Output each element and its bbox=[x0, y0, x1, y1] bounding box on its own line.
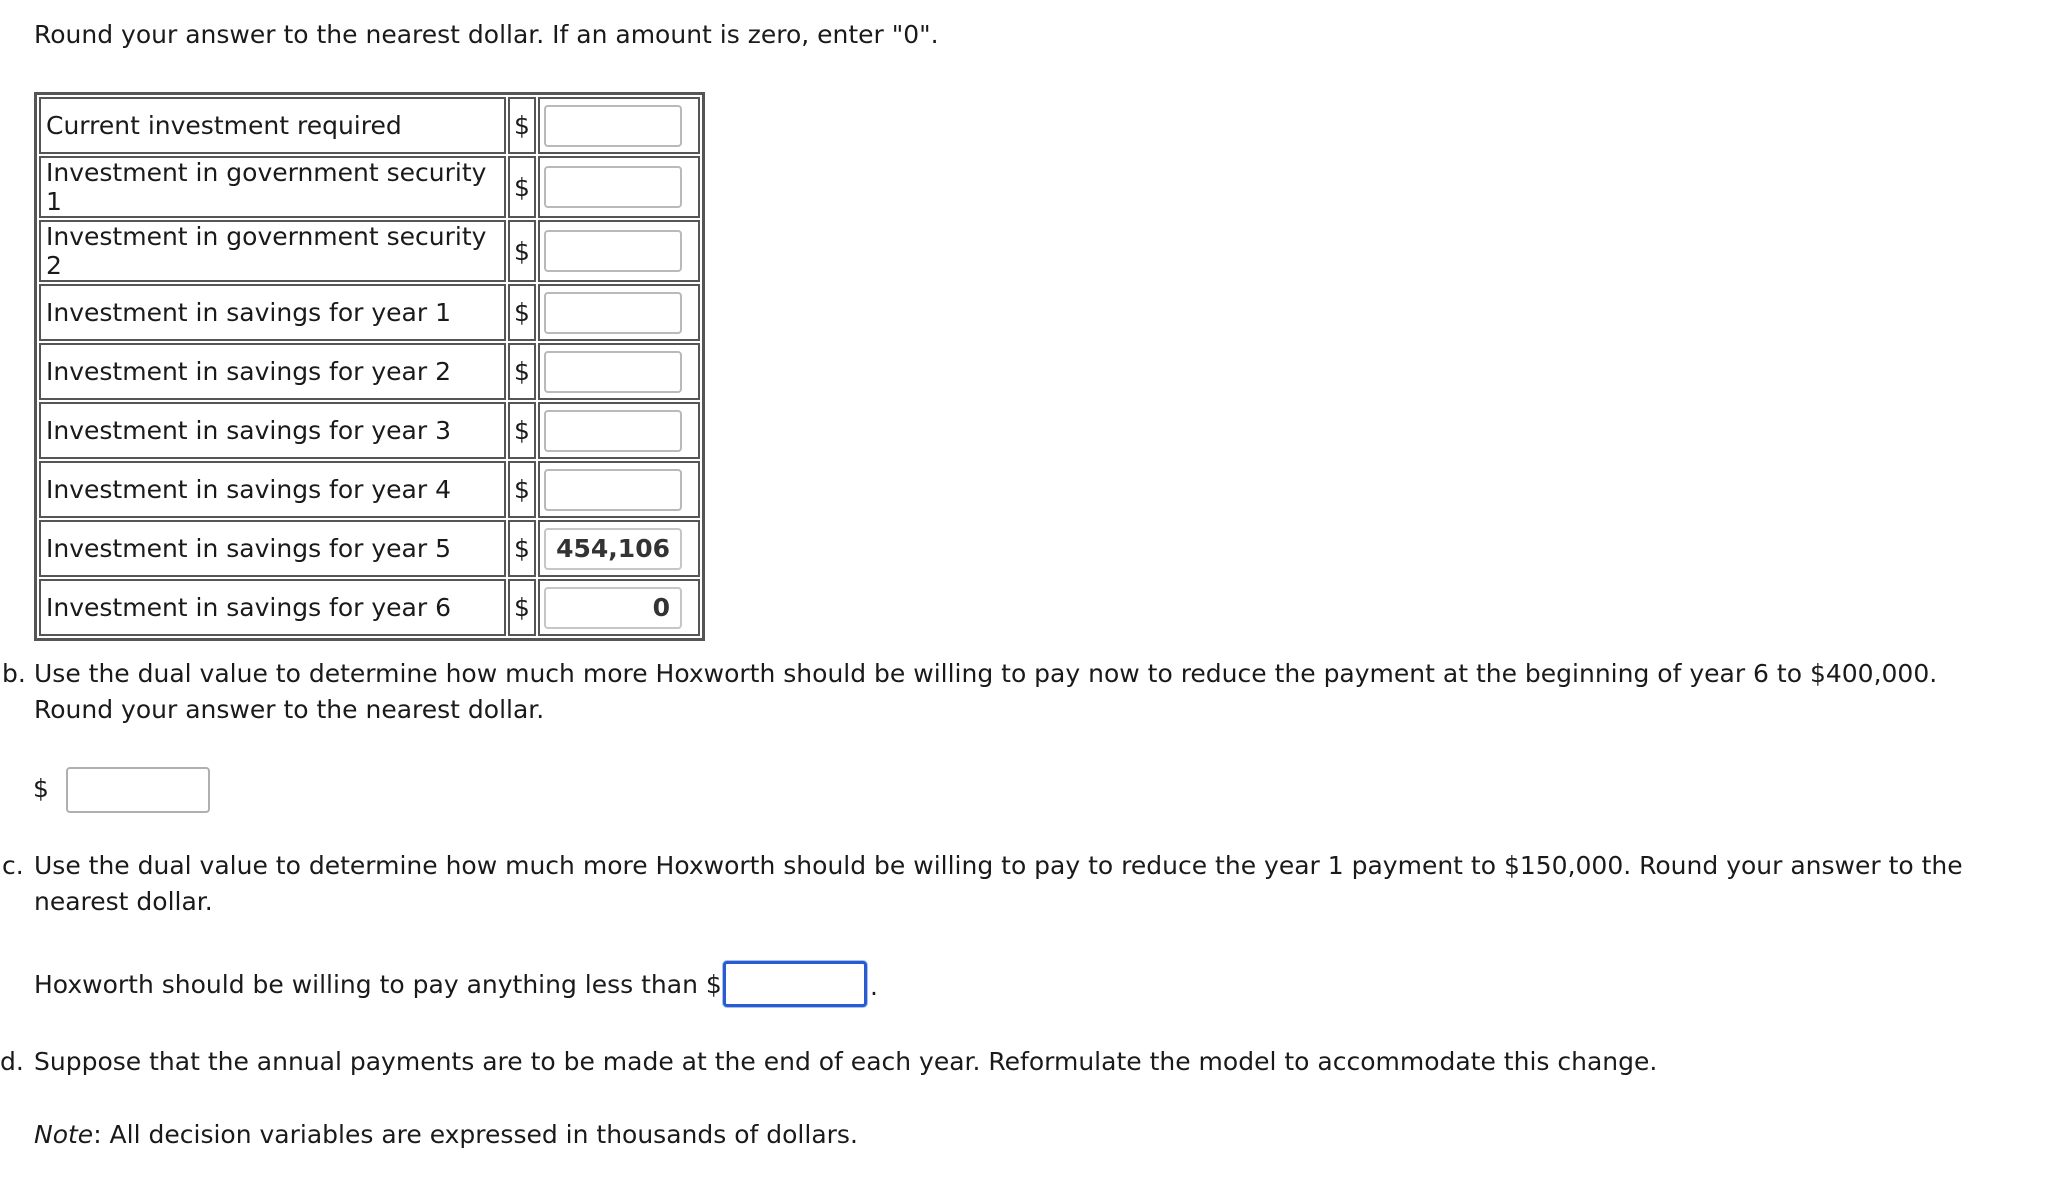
input-cell bbox=[538, 520, 700, 577]
investment-row bbox=[39, 461, 700, 518]
row-label: Investment in savings for year 1 bbox=[39, 284, 506, 341]
investment-row bbox=[39, 284, 700, 341]
row-label: Investment in government security 1 bbox=[39, 156, 506, 218]
note-label: Note bbox=[34, 1120, 94, 1149]
input-cell bbox=[538, 220, 700, 282]
amount-input[interactable] bbox=[544, 292, 682, 334]
part-c-answer-input[interactable] bbox=[723, 961, 867, 1007]
dollar-sign: $ bbox=[508, 284, 536, 341]
row-label: Investment in savings for year 3 bbox=[39, 402, 506, 459]
part-c-answer-prefix: Hoxworth should be willing to pay anything less than $ bbox=[34, 970, 722, 999]
dollar-sign: $ bbox=[508, 220, 536, 282]
input-cell bbox=[538, 402, 700, 459]
part-c-marker: c. bbox=[2, 851, 24, 880]
part-b-question bbox=[2, 656, 2024, 728]
row-label: Current investment required bbox=[39, 97, 506, 154]
instruction-text: Round your answer to the nearest dollar. If an amount is zero, enter "0". bbox=[34, 20, 939, 49]
input-cell bbox=[538, 97, 700, 154]
part-c-question bbox=[2, 848, 2024, 920]
dollar-sign: $ bbox=[508, 579, 536, 636]
part-c-text: Use the dual value to determine how much more Hoxworth should be willing to pay to reduce the year 1 payment to $150,000. Round your answer to the nearest dollar. bbox=[34, 851, 1963, 916]
investment-row bbox=[39, 520, 700, 577]
amount-input[interactable] bbox=[544, 230, 682, 272]
part-b-marker: b. bbox=[2, 659, 26, 688]
part-c-answer-suffix: . bbox=[870, 972, 878, 1001]
amount-input[interactable]: 454,106 bbox=[544, 528, 682, 570]
amount-input[interactable] bbox=[544, 469, 682, 511]
row-label: Investment in savings for year 6 bbox=[39, 579, 506, 636]
note-line bbox=[34, 1120, 858, 1149]
input-cell bbox=[538, 156, 700, 218]
row-label: Investment in government security 2 bbox=[39, 220, 506, 282]
investment-row bbox=[39, 220, 700, 282]
dollar-sign: $ bbox=[508, 461, 536, 518]
row-label: Investment in savings for year 5 bbox=[39, 520, 506, 577]
part-b-dollar-sign: $ bbox=[33, 774, 49, 803]
part-d-marker: d. bbox=[0, 1047, 24, 1076]
investment-row bbox=[39, 97, 700, 154]
row-label: Investment in savings for year 2 bbox=[39, 343, 506, 400]
investment-table bbox=[34, 92, 705, 641]
dollar-sign: $ bbox=[508, 402, 536, 459]
amount-input[interactable] bbox=[544, 105, 682, 147]
input-cell bbox=[538, 579, 700, 636]
dollar-sign: $ bbox=[508, 156, 536, 218]
input-cell bbox=[538, 284, 700, 341]
dollar-sign: $ bbox=[508, 520, 536, 577]
input-cell bbox=[538, 343, 700, 400]
part-b-text: Use the dual value to determine how much more Hoxworth should be willing to pay now to reduce the payment at the beginning of year 6 to $400,000. Round your answer to the nearest dollar. bbox=[34, 659, 1938, 724]
note-text: : All decision variables are expressed in thousands of dollars. bbox=[93, 1120, 858, 1149]
amount-input[interactable] bbox=[544, 410, 682, 452]
investment-row bbox=[39, 343, 700, 400]
amount-input[interactable]: 0 bbox=[544, 587, 682, 629]
investment-row bbox=[39, 579, 700, 636]
investment-row bbox=[39, 156, 700, 218]
amount-input[interactable] bbox=[544, 351, 682, 393]
input-cell bbox=[538, 461, 700, 518]
investment-row bbox=[39, 402, 700, 459]
part-b-answer-input[interactable] bbox=[66, 767, 210, 813]
dollar-sign: $ bbox=[508, 343, 536, 400]
part-d-text: Suppose that the annual payments are to be made at the end of each year. Reformulate the model to accommodate this change. bbox=[34, 1047, 1658, 1076]
amount-input[interactable] bbox=[544, 166, 682, 208]
row-label: Investment in savings for year 4 bbox=[39, 461, 506, 518]
dollar-sign: $ bbox=[508, 97, 536, 154]
